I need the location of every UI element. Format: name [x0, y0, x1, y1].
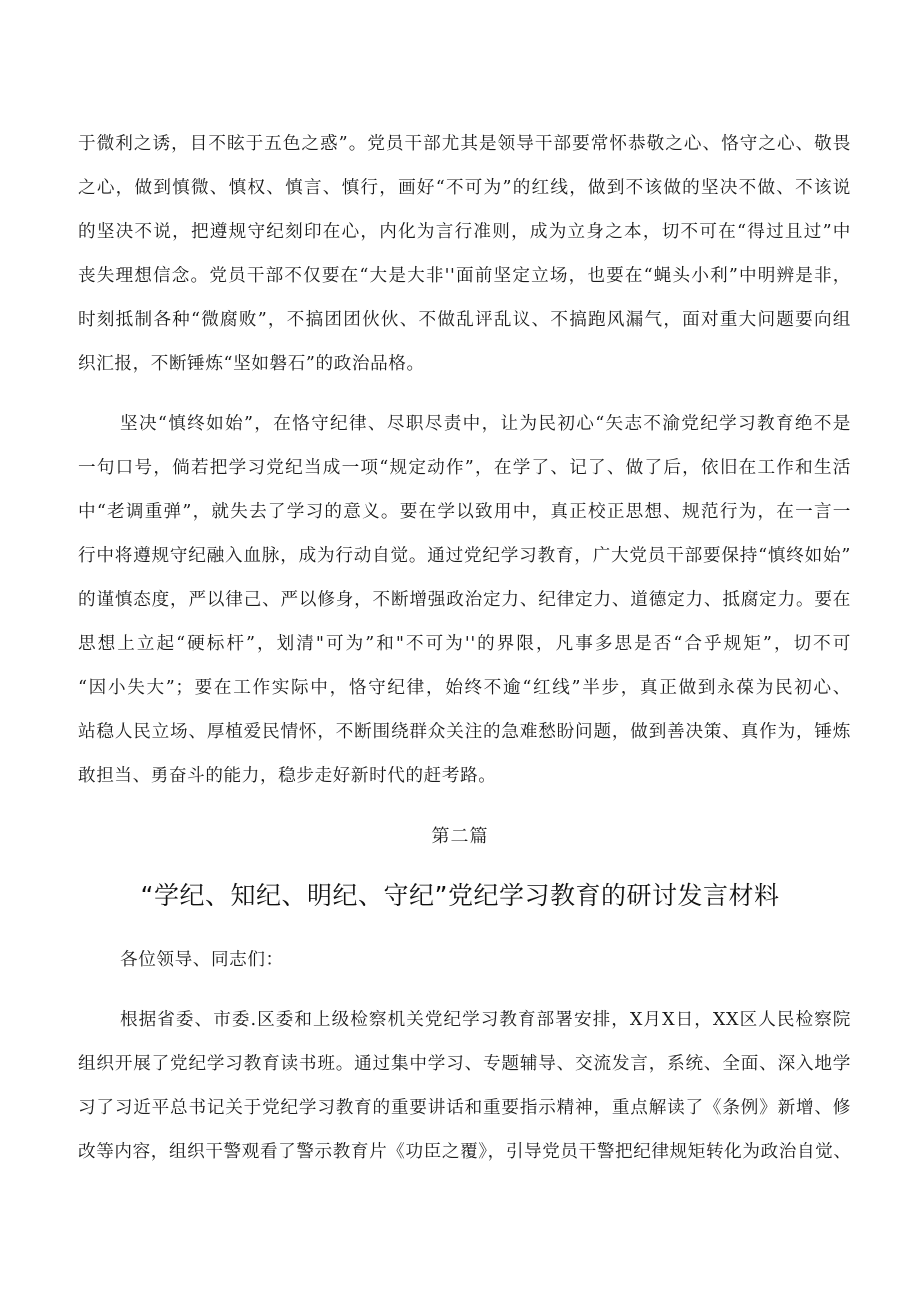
document-title: “学纪、知纪、明纪、守纪”党纪学习教育的研讨发言材料: [140, 881, 780, 910]
paragraph-line: 之心，做到慎微、慎权、慎言、慎行，画好“不可为”的红线，做到不该做的坚决不做、不该说: [78, 178, 851, 198]
paragraph-line: 组织开展了党纪学习教育读书班。通过集中学习、专题辅导、交流发言，系统、全面、深入地学: [78, 1054, 851, 1074]
paragraph-line: 敢担当、勇奋斗的能力，稳步走好新时代的赶考路。: [78, 766, 497, 786]
paragraph-line: 根据省委、市委.区委和上级检察机关党纪学习教育部署安排，X月X日，XX区人民检察院: [120, 1010, 851, 1030]
paragraph-line: 一句口号，倘若把学习党纪当成一项“规定动作”，在学了、记了、做了后，依旧在工作和生活: [78, 458, 851, 478]
paragraph-line: 丧失理想信念。党员干部不仅要在“大是大非''面前坚定立场，也要在“蝇头小利”中明辨是非，: [78, 266, 851, 286]
paragraph-line: “因小失大”；要在工作实际中，恪守纪律，始终不逾“红线”半步，真正做到永葆为民初心、: [78, 678, 851, 698]
paragraph-line: 的谨慎态度，严以律己、严以修身，不断增强政治定力、纪律定力、道德定力、抵腐定力。要在: [78, 590, 851, 610]
salutation: 各位领导、同志们：: [120, 950, 284, 970]
paragraph-line: 行中将遵规守纪融入血脉，成为行动自觉。通过党纪学习教育，广大党员干部要保持“慎终如始”: [78, 546, 851, 566]
paragraph-line: 习了习近平总书记关于党纪学习教育的重要讲话和重要指示精神，重点解读了《条例》新增、修: [78, 1098, 851, 1118]
paragraph-line: 坚决“慎终如始”，在恪守纪律、尽职尽责中，让为民初心“矢志不渝党纪学习教育绝不是: [120, 414, 851, 434]
section-label: 第二篇: [431, 826, 489, 847]
paragraph-line: 改等内容，组织干警观看了警示教育片《功臣之覆》，引导党员干警把纪律规矩转化为政治自觉、: [78, 1142, 852, 1162]
paragraph-line: 织汇报，不断锤炼“坚如磐石”的政治品格。: [78, 354, 425, 374]
paragraph-line: 的坚决不说，把遵规守纪刻印在心，内化为言行准则，成为立身之本，切不可在“得过且过”中: [78, 222, 851, 242]
paragraph-line: 中“老调重弹”，就失去了学习的意义。要在学以致用中，真正校正思想、规范行为，在一言一: [78, 502, 851, 522]
paragraph-line: 时刻抵制各种“微腐败”，不搞团团伙伙、不做乱评乱议、不搞跑风漏气，面对重大问题要向组: [78, 310, 851, 330]
paragraph-line: 站稳人民立场、厚植爱民情怀，不断围绕群众关注的急难愁盼问题，做到善决策、真作为，锤炼: [78, 722, 851, 742]
paragraph-line: 于微利之诱，目不眩于五色之惑”。党员干部尤其是领导干部要常怀恭敬之心、恪守之心、敬畏: [78, 134, 851, 154]
paragraph-line: 思想上立起“硬标杆”，划清"可为”和"不可为''的界限，凡事多思是否“合乎规矩”，切不可: [78, 634, 851, 654]
